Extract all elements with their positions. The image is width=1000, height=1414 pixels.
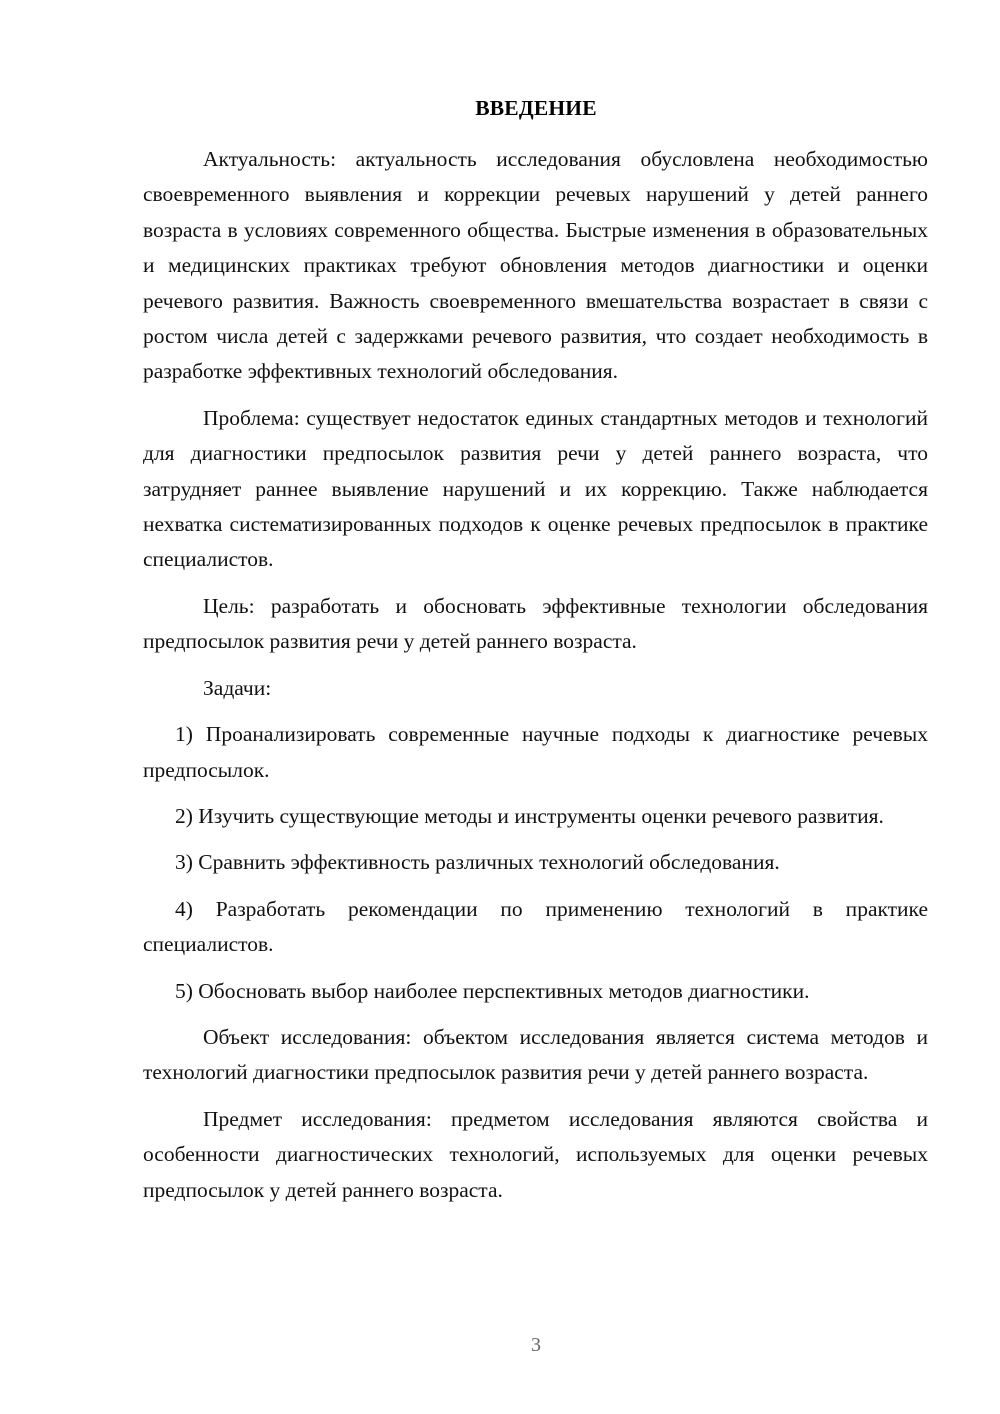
page-number: 3 — [531, 1334, 541, 1356]
document-body — [143, 142, 928, 1219]
section-title: ВВЕДЕНИЕ — [475, 96, 597, 120]
task-item-5: 5) Обосновать выбор наиболее перспективных методов диагностики. — [175, 978, 810, 1003]
task-item-4: 4) Разработать рекомендации по применению технологий в практике специалистов. — [143, 896, 928, 957]
task-item-2: 2) Изучить существующие методы и инструменты оценки речевого развития. — [175, 803, 884, 828]
paragraph-goal: Цель: разработать и обосновать эффективные технологии обследования предпосылок развития речи у детей раннего возраста. — [143, 593, 928, 654]
task-item-1: 1) Проанализировать современные научные подходы к диагностике речевых предпосылок. — [143, 722, 928, 782]
paragraph-problem: Проблема: существует недостаток единых стандартных методов и технологий для диагностики предпосылок развития речи у детей раннего возраста, что затрудняет раннее выявление нарушений и их коррекцию. Также наблюдается нехватка систематизированных подходов к оценке речевых предпосылок в практике специалистов. — [143, 405, 928, 572]
paragraph-object: Объект исследования: объектом исследования является система методов и технологий диагностики предпосылок развития речи у детей раннего возраста. — [143, 1024, 928, 1085]
task-item-3: 3) Сравнить эффективность различных технологий обследования. — [175, 850, 780, 875]
tasks-heading: Задачи: — [203, 675, 272, 700]
paragraph-subject: Предмет исследования: предметом исследования являются свойства и особенности диагностических технологий, используемых для оценки речевых предпосылок у детей раннего возраста. — [143, 1106, 928, 1202]
paragraph-relevance: Актуальность: актуальность исследования обусловлена необходимостью своевременного выявления и коррекции речевых нарушений у детей раннего возраста в условиях современного общества. Быстрые изменения в образовательных и медицинских практиках требуют обновления методов диагностики и оценки речевого развития. Важность своевременного вмешательства возрастает в связи с ростом числа детей с задержками речевого развития, что создает необходимость в разработке эффективных технологий обследования. — [143, 147, 928, 384]
